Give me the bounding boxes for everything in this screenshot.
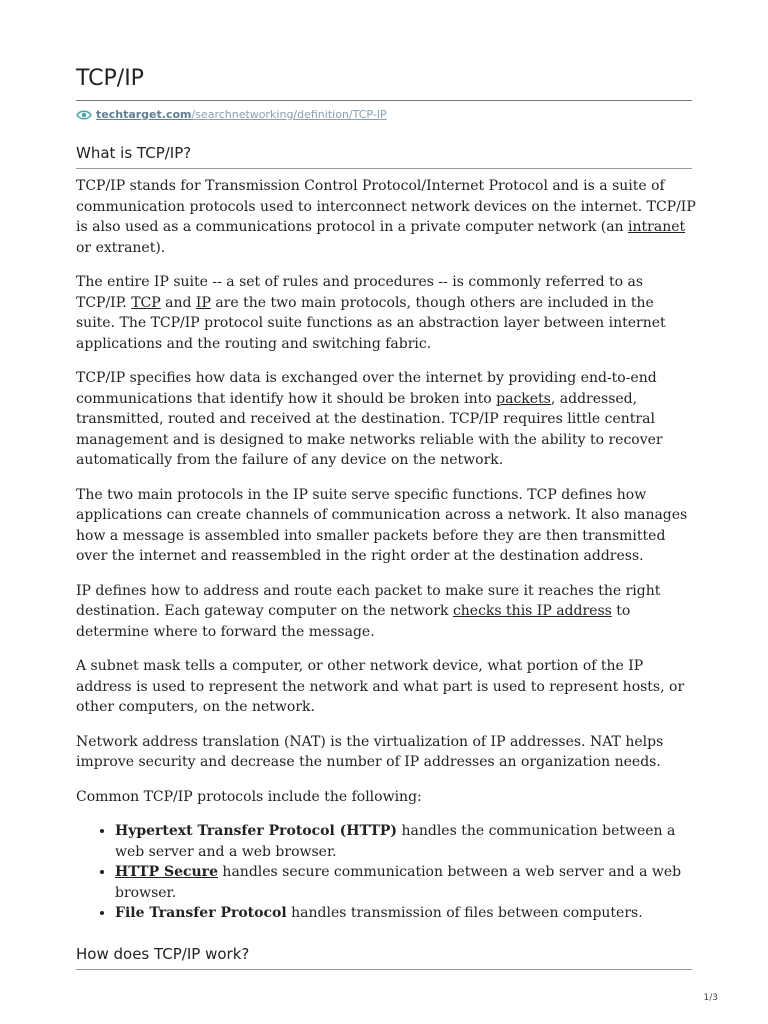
text: , addressed, transmitted, routed and received at the destination. TCP/IP requires little central management and is designed to make networks reliable with the ability to recover automatically from the failure of any device on the network. bbox=[76, 390, 663, 468]
paragraph-2 bbox=[76, 272, 696, 354]
section-divider bbox=[76, 168, 692, 169]
list-item-term: File Transfer Protocol bbox=[115, 905, 287, 921]
paragraph-5 bbox=[76, 581, 696, 643]
list-item-text: handles secure communication between a web server and a web browser. bbox=[115, 864, 682, 901]
section-heading-how-works: How does TCP/IP work? bbox=[76, 945, 250, 963]
text: and bbox=[160, 294, 196, 311]
section-divider bbox=[76, 969, 692, 970]
link-checks-ip-address[interactable]: checks this IP address bbox=[452, 603, 612, 619]
text: TCP/IP specifies how data is exchanged over the internet by providing end-to-end communications that identify how it should be broken into bbox=[76, 370, 657, 407]
section-heading-what-is: What is TCP/IP? bbox=[76, 144, 192, 162]
source-link[interactable] bbox=[76, 108, 387, 121]
text: IP defines how to address and route each packet to make sure it reaches the right destination. Each gateway computer on the network bbox=[76, 582, 661, 619]
link-http-secure[interactable]: HTTP Secure bbox=[115, 864, 218, 880]
list-item-text: handles the communication between a web server and a web browser. bbox=[115, 823, 676, 860]
paragraph-6: A subnet mask tells a computer, or other network device, what portion of the IP address is used to represent the network and what part is used to represent hosts, or other computers, on the network. bbox=[76, 658, 685, 715]
page-title: TCP/IP bbox=[76, 66, 144, 91]
list-item-term: Hypertext Transfer Protocol (HTTP) bbox=[115, 823, 398, 839]
paragraph-3 bbox=[76, 368, 696, 471]
source-domain[interactable]: techtarget.com bbox=[96, 108, 192, 121]
text: The entire IP suite -- a set of rules and procedures -- is commonly referred to as TCP/IP. bbox=[76, 274, 644, 311]
page-number: 1/3 bbox=[703, 993, 718, 1003]
article-body bbox=[76, 176, 696, 924]
source-path[interactable]: /searchnetworking/definition/TCP-IP bbox=[191, 108, 387, 121]
list-item-ftp bbox=[115, 903, 696, 924]
paragraph-7: Network address translation (NAT) is the virtualization of IP addresses. NAT helps improve security and decrease the number of IP addresses an organization needs. bbox=[76, 733, 664, 770]
eye-icon bbox=[76, 109, 92, 121]
protocol-list bbox=[76, 821, 696, 924]
list-item-https bbox=[115, 862, 696, 903]
paragraph-4: The two main protocols in the IP suite serve specific functions. TCP defines how applications can create channels of communication across a network. It also manages how a message is assembled into smaller packets before they are then transmitted over the internet and reassembled in the right order at the destination address. bbox=[76, 486, 688, 564]
link-ip[interactable]: IP bbox=[195, 294, 211, 311]
link-packets[interactable]: packets bbox=[496, 390, 551, 407]
list-item-http bbox=[115, 821, 696, 862]
text: or extranet). bbox=[76, 239, 166, 256]
text: are the two main protocols, though others are included in the suite. The TCP/IP protocol suite functions as an abstraction layer between internet applications and the routing and switching fabric. bbox=[76, 294, 666, 352]
text: TCP/IP stands for Transmission Control Protocol/Internet Protocol and is a suite of communication protocols used to interconnect network devices on the internet. TCP/IP is also used as a communications protocol in a private computer network (an bbox=[76, 178, 696, 235]
title-divider bbox=[76, 100, 692, 101]
text: to determine where to forward the message. bbox=[76, 603, 631, 640]
link-tcp[interactable]: TCP bbox=[131, 294, 161, 311]
list-item-text: handles transmission of files between computers. bbox=[286, 905, 643, 921]
link-intranet[interactable]: intranet bbox=[628, 219, 686, 235]
paragraph-8: Common TCP/IP protocols include the following: bbox=[76, 788, 422, 805]
paragraph-1 bbox=[76, 176, 696, 258]
